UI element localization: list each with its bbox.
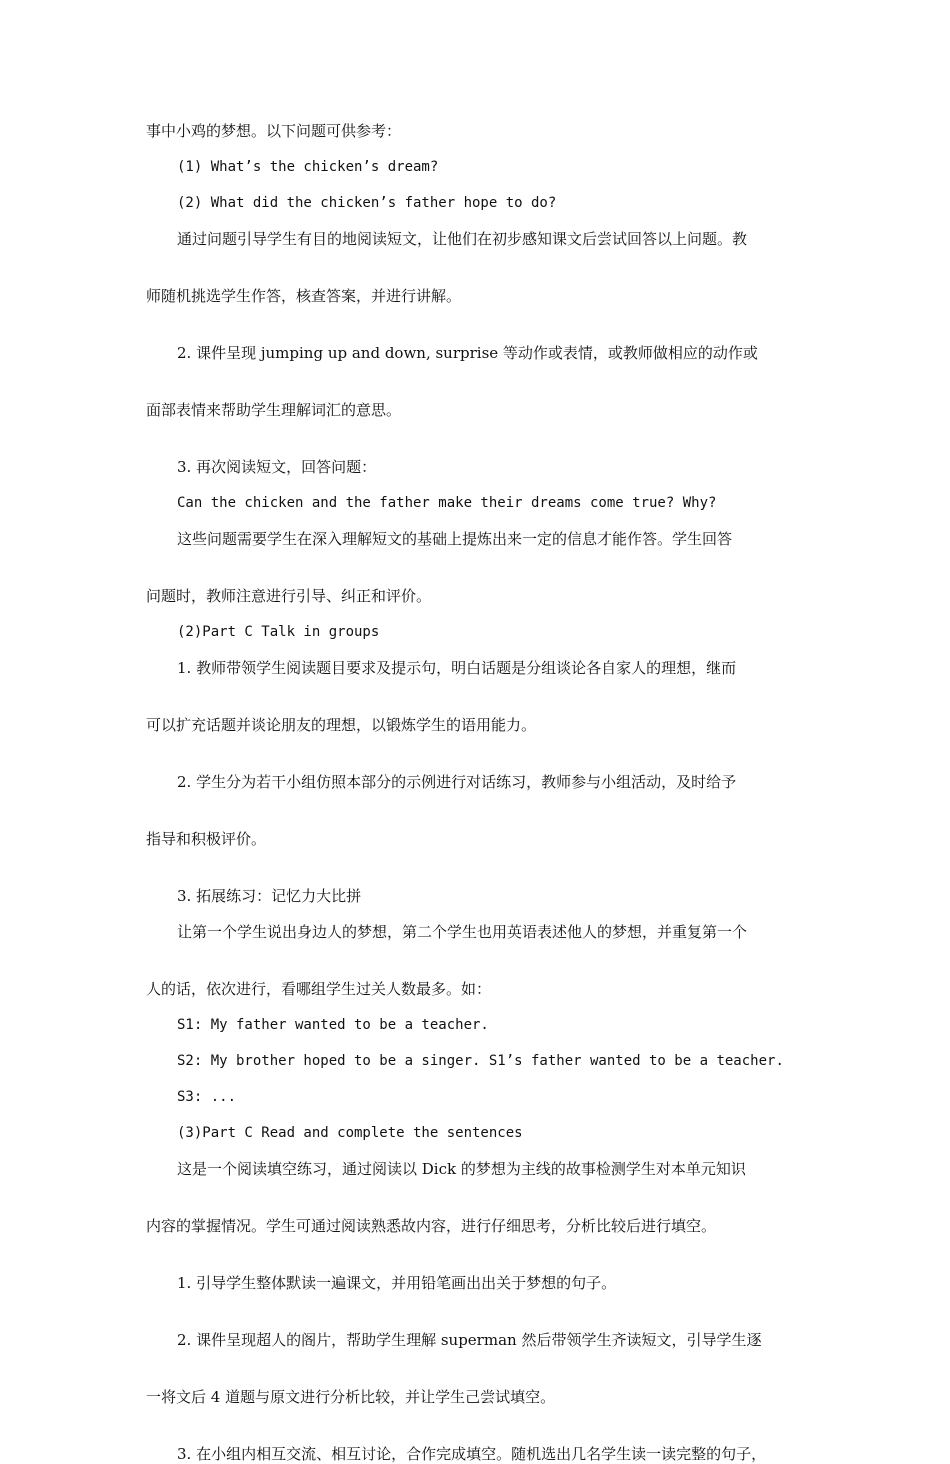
paragraph-line: 让第一个学生说出身边人的梦想，第二个学生也用英语表述他人的梦想，并重复第一个 [177,923,748,941]
paragraph-line: 内容的掌握情况。学生可通过阅读熟悉故内容，进行仔细思考，分析比较后进行填空。 [146,1217,717,1235]
paragraph-line: 问题时，教师注意进行引导、纠正和评价。 [146,587,432,605]
step-line: 1. 教师带领学生阅读题目要求及提示句，明白话题是分组谈论各自家人的理想，继而 [177,659,737,677]
step-line: 3. 再次阅读短文，回答问题： [177,458,377,476]
step-line: 2. 课件呈现 jumping up and down, surprise 等动作或表情，或教师做相应的动作或 [177,344,758,362]
question-line: Can the chicken and the father make their dreams come true? Why? [177,495,717,511]
step-line: 1. 引导学生整体默读一遍课文，并用铅笔画出出关于梦想的句子。 [177,1274,617,1292]
section-heading: (2)Part C Talk in groups [177,624,380,640]
paragraph-line: 通过问题引导学生有目的地阅读短文，让他们在初步感知课文后尝试回答以上问题。教 [177,230,748,248]
document-body [146,121,812,1464]
paragraph-line: 面部表情来帮助学生理解词汇的意思。 [146,401,402,419]
paragraph-line: 可以扩充话题并谈论朋友的理想，以锻炼学生的语用能力。 [146,716,537,734]
paragraph-line: 人的话，依次进行，看哪组学生过关人数最多。如： [146,980,492,998]
paragraph-line: 这是一个阅读填空练习，通过阅读以 Dick 的梦想为主线的故事检测学生对本单元知识 [177,1160,746,1178]
step-line: 2. 课件呈现超人的阁片，帮助学生理解 superman 然后带领学生齐读短文，引导学生逐 [177,1331,762,1349]
paragraph-line: 这些问题需要学生在深入理解短文的基础上提炼出来一定的信息才能作答。学生回答 [177,530,733,548]
paragraph-line: 师随机挑选学生作答，核查答案，并进行讲解。 [146,287,462,305]
section-heading: (3)Part C Read and complete the sentences [177,1125,523,1141]
example-line: S3: ... [177,1089,237,1105]
step-line: 2. 学生分为若干小组仿照本部分的示例进行对话练习，教师参与小组活动，及时给予 [177,773,737,791]
step-line: 3. 拓展练习：记忆力大比拼 [177,887,362,905]
paragraph-line: 一将文后 4 道题与原文进行分析比较，并让学生己尝试填空。 [146,1388,556,1406]
example-line: S2: My brother hoped to be a singer. S1’s father wanted to be a teacher. [177,1053,784,1069]
question-line: (2) What did the chicken’s father hope to do? [177,195,557,211]
text-line: 事中小鸡的梦想。以下问题可供参考： [146,122,402,140]
question-line: (1) What’s the chicken’s dream? [177,159,439,175]
step-line: 3. 在小组内相互交流、相互讨论，合作完成填空。随机选出几名学生读一读完整的句子， [177,1445,767,1463]
example-line: S1: My father wanted to be a teacher. [177,1017,489,1033]
paragraph-line: 指导和积极评价。 [146,830,267,848]
